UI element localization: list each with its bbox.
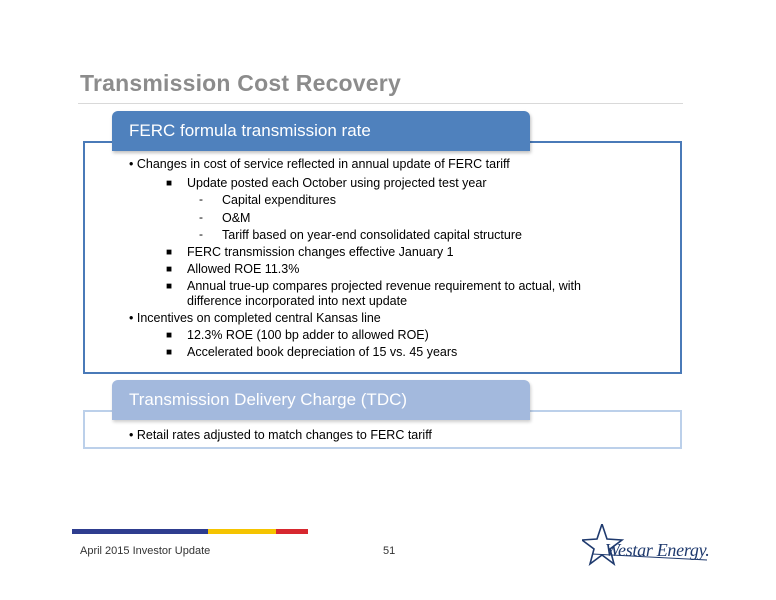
sub-bullet-text: 12.3% ROE (100 bp adder to allowed ROE) [187, 328, 429, 342]
sub-sub-bullet-text: Tariff based on year-end consolidated capital structure [222, 228, 522, 242]
square-bullet-icon: ■ [166, 264, 173, 275]
title-divider [78, 103, 683, 104]
sub-bullet-text: Annual true-up compares projected revenue requirement to actual, with [187, 279, 581, 293]
dash-bullet-icon: - [199, 227, 203, 241]
square-bullet-icon: ■ [166, 330, 173, 341]
bullet-item: • Retail rates adjusted to match changes to FERC tariff [129, 428, 432, 442]
bullet-text: Incentives on completed central Kansas line [136, 311, 381, 325]
footer-stripe-blue [72, 529, 208, 534]
footer-stripe-yellow [208, 529, 276, 534]
footer-event-label: April 2015 Investor Update [80, 545, 211, 557]
sub-sub-bullet-text: O&M [222, 211, 251, 225]
sub-bullet-text: Update posted each October using projected test year [187, 176, 487, 190]
bullet-item: • Changes in cost of service reflected in annual update of FERC tariff [129, 157, 510, 171]
sub-bullet-text: Accelerated book depreciation of 15 vs. 45 years [187, 345, 458, 359]
section-1-header: FERC formula transmission rate [112, 111, 530, 151]
square-bullet-icon: ■ [166, 347, 173, 358]
sub-sub-bullet-text: Capital expenditures [222, 193, 336, 207]
company-logo-text: Westar Energy. [605, 540, 710, 560]
square-bullet-icon: ■ [166, 247, 173, 258]
page-number: 51 [383, 545, 396, 557]
square-bullet-icon: ■ [166, 178, 173, 189]
sub-bullet-text-continued: difference incorporated into next update [187, 294, 408, 308]
square-bullet-icon: ■ [166, 281, 173, 292]
dash-bullet-icon: - [199, 192, 203, 206]
footer-stripe-red [276, 529, 308, 534]
sub-bullet-text: Allowed ROE 11.3% [187, 262, 300, 276]
sub-bullet-text: FERC transmission changes effective January 1 [187, 245, 454, 259]
dash-bullet-icon: - [199, 210, 203, 224]
bullet-text: Changes in cost of service reflected in annual update of FERC tariff [136, 157, 510, 171]
bullet-text: Retail rates adjusted to match changes to FERC tariff [136, 428, 432, 442]
slide-title: Transmission Cost Recovery [80, 70, 401, 96]
bullet-item: • Incentives on completed central Kansas line [129, 311, 381, 325]
section-2-header: Transmission Delivery Charge (TDC) [112, 380, 530, 420]
